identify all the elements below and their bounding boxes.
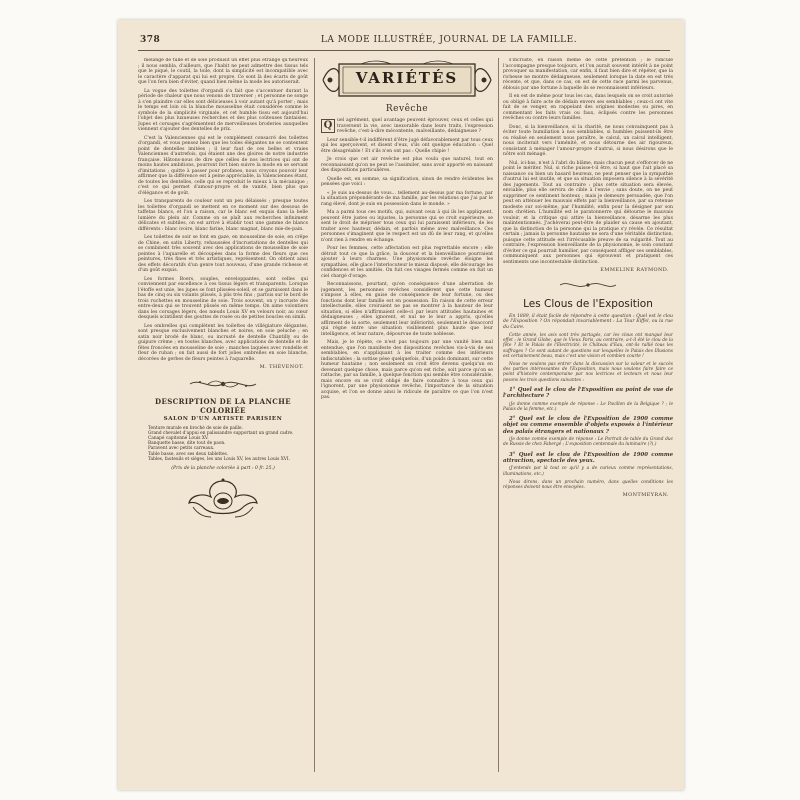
column-rule-right	[498, 58, 499, 772]
list-item: Tenture murale en broché de soie de paille.	[148, 425, 243, 431]
paragraph: Q uel agrément, quel avantage peuvent éprouver, ceux et celles qui traversent la vie, avec inexorable dans leurs traits, l'expression revêche, c'est-à-dire mécontente, malveillante, dédaigneuse ?	[321, 118, 493, 135]
author-signature: M. THÉVENOT.	[259, 364, 304, 370]
magazine-page	[118, 20, 684, 790]
column-right	[503, 58, 673, 772]
varietes-banner	[321, 60, 493, 100]
journal-title: LA MODE ILLUSTRÉE, JOURNAL DE LA FAMILLE.	[320, 35, 578, 45]
paragraph: Leur sensible-t-il indifférent d'être jugé défavorablement par tous ceux qui les aperçoivent, et disent d'eux, s'ils ont quelque éducation : Quel être désagréable ! Et s'ils n'en ont pas : Quelle chipie !	[321, 137, 493, 154]
plate-price: (Prix de la planche coloriée à part : 0 fr. 25.)	[171, 465, 275, 471]
paragraph: En 1889, il était facile de répondre à cette question : Quel est le clou de l'Exposition ? On répondait invariablement : La Tour Eiffel, ou la rue du Caire.	[503, 313, 673, 330]
paragraph: Nul, ici-bas, n'est à l'abri du blâme, mais chacun peut s'efforcer de ne point le mériter. Nul, si riche puisse-t-il être, si haut que l'ait placé sa naissance ou bien un hasard heureux, ne peut penser que la sympathie d'autrui lui est inutile, et que sa situation imposera silence à la sévérité des jugements. Tout au contraire : plus cette situation sera élevée, enviable, plus elle servira de cible à l'envie ; sans doute, on ne peut supprimer ce sentiment honteux ; mais je demeure persuadée, que l'on peut en atténuer les mauvais effets par la bienveillance, par sa retenue modeste sur soi-même, par l'humilité, enfin pour la désigner par son nom chrétien. L'humilité est le paratonnerre qui détourne le mauvais vouloir, et la critique qui attire la bienveillance, désarme les plus malintentionnés. J'achèverai peut-être de plaider sa cause en ajoutant, que la distinction de la personne qui la pratique s'y révèle. Ce résultat certain ; jamais la personne hautaine ne sera d'une véritable distinction, puisque cette attitude est l'irrécusable preuve de sa vulgarité. Tout au contraire, l'expression bienveillante de la physionomie, le soin constant d'éviter ce qui pourrait humilier, par conséquent affliger ses semblables, communiquent aux personnes qui éprouvent et pratiquent ces sentiments une incontestable distinction.	[503, 160, 673, 265]
list-item: Banquette basse, dite tout de paon.	[148, 441, 226, 447]
author-signature: MONTMEYRAN.	[622, 492, 669, 499]
paragraph: Il en est de même pour tous les cas, dans lesquels on se croit autorisé ou obligé à faire acte de dédain envers ses semblables ; ceux-ci ont vite fait de se venger, en rappelant des origines modestes ou pires, en commentant les faits vrais ou faux, éclipsés contre les personnes revêches ou contre leurs familles.	[503, 94, 673, 121]
paragraph: C'est la Valenciennes qui est le complément consacré des toilettes d'organdi, et vous pensez bien que les toiles élégantes ne se contentent point de dentelles imitées ; il leur faut de ces belles et vraies Valenciennes d'autrefois, qui étaient une des gloires de notre industrie française. Hâtons-nous de dire que celles de nos lectrices qui ont de moins hautes ambitions, pourront fort bien suivre la mode en se servant d'imitations ; quitte à passer pour profanes, nous croyons pouvoir leur affirmer que la différence est à peine appréciable, la Valenciennes étant, de toutes les dentelles, celle qui se reproduit le mieux à la mécanique ; c'est ce qui permet d'amour-propre et de vanité, bien plus que d'élégance et de goût.	[138, 135, 308, 196]
article-title: Revêche	[385, 104, 429, 114]
plate-items	[138, 426, 308, 462]
page-number: 378	[140, 35, 161, 45]
question-2: 2° Quel est le clou de l'Exposition de 1900 comme objet ou comme ensemble d'objets exposés à l'intérieur des palais étrangers et nationaux ?	[503, 416, 673, 435]
paragraph: Ma a parmi tous ces motifs, qui, suivant ceux à qui ils les appliquent, peuvent être justes ou injustes, la personne qui se croit supérieure, se sent le droit de mépriser tous ceux qui lui paraissent inférieurs, de les traiter avec hauteur, dédain, et parfois même avec malveillance. Ces personnes s'imaginent que le respect est un dû de leur rang, et qu'elles n'ont rien à rendre en échange.	[321, 210, 493, 243]
paragraph: Quelle est, en somme, sa signification, sinon de rendre évidentes les pensées que voici :	[321, 176, 493, 187]
page-header	[138, 34, 670, 51]
drop-cap: Q	[321, 119, 335, 133]
cartouche-ornament-icon	[183, 477, 263, 521]
paragraph: s'incruste, en raison même de cette prétention ; le ridicule l'accompagne presque toujours, et l'on aurait souvent intérêt à ne point provoquer sa manifestation, car enfin, il faut bien dire et répéter, que la richesse ne montre dédaigneuse, seulement lorsque la date en est très récente, et que, dans ce cas, on est de cette race parmi les parvenus, éblouis par une fortune à laquelle ils se reconnaissent inférieurs.	[503, 58, 673, 91]
varietes-heading: VARIÉTÉS	[355, 69, 459, 87]
paragraph: Cette année, les avis sont très partagés, car les clous ont manqué leur effet : le Grand Globe, que le Vieux Paris, au contraire, a-t-il été le clou de la fête ? Et le Palais de l'Électricité, le Château d'Eau, ont-ils rallié tous les suffrages ? Ce sont autant de questions sur lesquelles le Palais des Illusions est certainement beau, mais c'est une vision et combien courte !	[503, 333, 673, 359]
paragraph: Pour les femmes, cette affectation est plus regrettable encore ; elle détruit tout ce que la grâce, la douceur et la bienveillance pourraient ajouter à leurs charmes. Une physionomie revêche éloigne les sympathies, elle glace l'interlocuteur le mieux disposé, elle décourage les confidences et les amitiés. On fuit ces visages fermés comme on fuit un ciel chargé d'orage.	[321, 246, 493, 279]
clous-title: Les Clous de l'Exposition	[523, 297, 653, 310]
fleuron-ornament-icon	[188, 377, 258, 391]
paragraph: Les ombrelles qui complètent les toilettes de villégiature élégantes, sont presque exclusivement blanches et noires, en soie peluche ; en satin noir brodé de blanc, ou incrusté de dentelle Chantilly ou de guipure crème ; en toutes blanches, avec applications de dentelle et de fêtes froncées en mousseline de soie ; manches laquées avec rondelle et fleur de ruban ; on fait aussi de fort jolies ombrelles en soie blanche, décorées de gerbes de fleurs peintes à l'aquarelle.	[138, 323, 308, 362]
paragraph: Je crois que cet air revêche est plus voulu que naturel, tout en reconnaissant qu'on ne peut se l'assimiler, sans avoir apporté en naissant des dispositions particulières.	[321, 157, 493, 173]
paragraph: « Je suis au-dessus de vous... tellement au-dessus par ma fortune, par la situation prépondérante de ma famille, par les relations que j'ai par le rang élevé, dont je suis en possession dans le monde. »	[321, 190, 493, 207]
question-3: 3° Quel est le clou de l'Exposition de 1900 comme attraction, spectacle des yeux.	[503, 451, 673, 465]
paragraph: Reconnaissons, pourtant, qu'en conséquence d'une aberration de jugement, les personnes revêches considèrent que cette humeur s'impose à elles, en guise de conséquence de leur fortune, ou des fonctions dont leur famille est en possession. En raison de cette erreur intellectuelle, elles croiraient ne pas se montrer à la hauteur de leur situation, si elles n'affirmaient celle-ci par leurs attitudes hautaines et dédaigneuses ; elles ignorent, et nul ne le leur a appris, qu'elles affirment de la sorte, seulement leur infériorité, seulement le désaccord qui règne entre une situation visiblement plus haute que leur intelligence, et leur nature, dépourvue de toute noblesse.	[321, 282, 493, 337]
paragraph: La vogue des toilettes d'organdi s'a fait que s'accentuer durant la période de chaleur que nous venons de traverser ; et personne ne songe à s'en plaindre car elles sont délicieuses à voir autant qu'à porter ; mais le temps est loin où la blanche mousseline était considérée comme le symbole de la simplicité virginale, et cet humble tissu est aujourd'hui l'objet des plus luxueuses recherches et des plus coûteuses fantaisies. Jupes et corsages s'agrémentent de merveilleuses broderies auxquelles viennent s'ajouter des dentelles de prix.	[138, 88, 308, 132]
author-signature: EMMELINE RAYMOND.	[600, 267, 669, 273]
list-item: Tables, fauteuils et sièges, les uns Louis XV, les autres Louis XVI.	[148, 456, 290, 462]
paragraph: Nous ne voulons pas entrer dans la discussion sur la valeur et le succès des parties intéressantes de l'Exposition, mais nous voulons faire faire ce point d'histoire contemporaine par nos lectrices et lecteurs et nous leur posons les trois questions suivantes :	[503, 362, 673, 383]
column-varietes	[321, 58, 493, 772]
list-item: Table basse, avec ses deux tablettes.	[148, 451, 229, 457]
example-answer-1: (Je donne comme exemple de réponse : Le Pavillon de la Belgique ? ; le Palais de la femme, etc.)	[503, 401, 673, 412]
paragraph: Donc, si la bienveillance, si la charité, ne nous convainquent pas à éviter toute humiliation à nos semblables, si humbles puissent-ils être ou réalisé en seulement nous paraître, le calcul, un calcul intelligent, nous inciterait vers l'aménité, et nous détourne des air rigoureux, consistant à ménager l'amour-propre d'autrui, si nous désirons que le nôtre soit ménagé.	[503, 124, 673, 157]
plate-subtitle: SALON D'UN ARTISTE PARISIEN	[163, 415, 283, 422]
paragraph: Les toilettes de soir se font en gaze, en mousseline de soie, en crêpe de Chine, en satin Liberty, rehaussées d'incrustations de dentelles qui se combinent très souvent avec des applications de mousseline de soie peintes à l'aquarelle et découpées dans la forme des fleurs que ces peintures, très fines et très artistiques, représentent. On obtient ainsi des effets décoratifs d'un genre tout nouveau, d'une grande richesse et d'un goût exquis.	[138, 235, 308, 273]
paragraph: Les transparents de couleur sont un peu délaissés ; presque toutes les toilettes d'organdi se mettent en ce moment sur des dessous de taffetas blancs, et l'on a raison, car le blanc est exquis dans la belle lumière du plein air. Comme on se plaît aux recherches infiniment délicates et subtiles, on est arrivé à établir tout une gamme de blancs différents : blanc ivoire, blanc farine, blanc magnat, blanc mie-de-pain.	[138, 199, 308, 232]
paragraph: Nous dirons, dans un prochain numéro, dans quelles conditions les réponses doivent nous être envoyées.	[503, 479, 673, 491]
plate-title: DESCRIPTION DE LA PLANCHE COLORIÉE	[155, 396, 291, 415]
paragraph: Mais, je le répète, ce n'est pas toujours par une vanité bien mal entendue, que l'on manifeste des dispositions revêches vis-à-vis de ses semblables, en s'appliquant à les traiter comme des inférieurs indiscutables ; la sottise pèse quelquefois, d'un poids dominant, sur cette humeur hautaine ; non seulement on croit être devenu quelqu'un en devenant quelque chose, mais parce qu'on est riche, soit parce qu'on se rattache, par sa famille, à quelque fonction qui semble être considérable, mais encore on se croit obligé de faire connaître à tous ceux qui l'ignorent, par une physionomie revêche, l'importance de la situation acquise, et l'on se donne ainsi le ridicule de paraître ce que l'on n'est pas.	[321, 340, 493, 400]
question-1: 1° Quel est le clou de l'Exposition au point de vue de l'architecture ?	[503, 386, 673, 400]
vine-ornament-icon	[558, 280, 618, 290]
paragraph: Les formes Boers, souples, enveloppantes, sont celles qui conviennent par excellence à ces tissus légers et transparents. Lorsque l'étoffe est unie, les jupes se font plissées-soleil, et se garnissent dans le bas de cinq ou six volants plissés, à plis très fins ; parfois sur le bord de trois ruchettes en mousseline de soie. Trois souvent, on y incruste des entre-deux qui se trouvent plissés en même temps. On aime volontiers dans les corsages légers, des nœuds Louis XV en velours noir, au cœur desquels scintillent des gouttes de rosée ou de petites boucles en simili.	[138, 276, 308, 320]
paragraph: mélange de tulle et de soie produisit un effet plus étrange qu'heureux ; il nous sembla, d'ailleurs, que l'habit ne peut admettre des tissus tels que le piqué, le coutil, la toile, dont la simplicité est incompatible avec le caractère d'apparat qui lui est propre. Ce sont là des écarts de goût que l'on fera bien d'éviter, quand bien même la mode les autoriserait.	[138, 58, 308, 85]
example-answer-2: (Je donne comme exemple de réponse : Le Portrait de table du Grand duc de Russie de chez Fabergé ; L'exposition centennale du luminaire (?).)	[503, 437, 673, 448]
column-rule-left	[314, 58, 315, 772]
column-fashion	[138, 58, 308, 772]
list-item: Canapé capitonné Louis XV.	[148, 435, 209, 441]
list-item: Paravent avec petits carreaux.	[148, 446, 215, 452]
example-answer-3: (J'entends par là tout ce qu'il y a de curieux comme représentations, illuminations, etc.)	[503, 466, 673, 477]
list-item: Grand chevalet d'appui en palissandre supportant un grand cadre.	[148, 430, 294, 436]
